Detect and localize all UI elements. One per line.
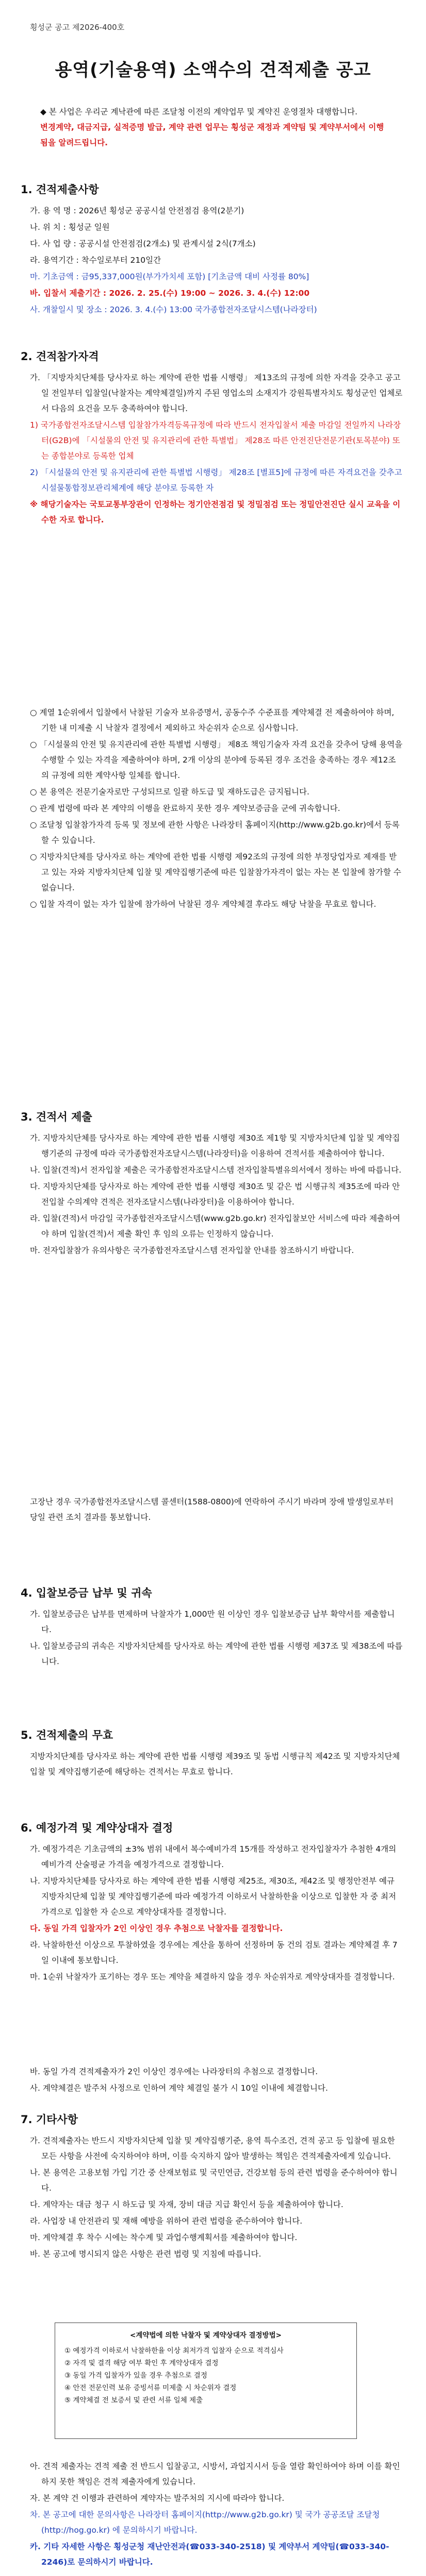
section-4-heading: 4. 입찰보증금 납부 및 귀속 bbox=[21, 1587, 152, 1599]
s4-item: 나. 입찰보증금의 귀속은 지방자치단체를 당사자로 하는 계약에 관한 법률 시행령 제37조 및 제38조에 따릅니다. bbox=[30, 1641, 403, 1666]
s2-item: 1) 국가종합전자조달시스템 입찰참가자격등록규정에 따라 반드시 전자입찰서 제출 마감일 전일까지 나라장터(G2B)에 「시설물의 안전 및 유지관리에 관한 특별법」 제28조 따른 안전진단전문기관(토목분야) 또는 종합분야로 등록한 업체 bbox=[30, 420, 401, 461]
s2-item: 2) 「시설물의 안전 및 유지관리에 관한 특별법 시행령」 제28조 [별표5]에 규정에 따른 자격요건을 갖추고 시설물통합정보관리체계에 해당 분야로 등록한 자 bbox=[30, 468, 402, 493]
s7b-item: 자. 본 계약 건 이행과 관련하여 계약자는 발주처의 지시에 따라야 합니다. bbox=[30, 2494, 285, 2503]
section-3-body bbox=[30, 1130, 403, 1259]
section-6-heading: 6. 예정가격 및 계약상대자 결정 bbox=[21, 1822, 173, 1834]
box-title: <계약법에 의한 낙찰자 및 계약상대자 결정방법> bbox=[130, 2331, 282, 2340]
s7b-item: 차. 본 공고에 대한 문의사항은 나라장터 홈페이지(http://www.g2b.go.kr) 및 국가 공공조달 조달청(http://hog.go.kr) 에 문의하시기 바랍니다. bbox=[30, 2510, 380, 2535]
s2-note: ○ 관계 법령에 따라 본 계약의 이행을 완료하지 못한 경우 계약보증금을 군에 귀속합니다. bbox=[30, 804, 340, 813]
section-5-body: 지방자치단체를 당사자로 하는 계약에 관한 법률 시행령 제39조 및 동법 시행규칙 제42조 및 지방자치단체 입찰 및 계약집행기준에 해당하는 견적서는 무효로 합니다. bbox=[30, 1752, 400, 1776]
s1-item: 나. 위 치 : 횡성군 일원 bbox=[30, 223, 110, 232]
s6-item: 나. 지방자치단체를 당사자로 하는 계약에 관한 법률 시행령 제25조, 제30조, 제42조 및 행정안전부 예규 지방자치단체 입찰 및 계약집행기준에 따라 예정가격 이하로서 낙찰하한율 이상으로 입찰한 자 중 최저가격으로 입찰한 자 순으로 계약상대자를 결정합니다. bbox=[30, 1876, 396, 1917]
s1-item: 바. 입찰서 제출기간 : 2026. 2. 25.(수) 19:00 ~ 2026. 3. 4.(수) 12:00 bbox=[30, 289, 310, 298]
s7-item: 라. 사업장 내 안전관리 및 재해 예방을 위하여 관련 법령을 준수하여야 합니다. bbox=[30, 2216, 303, 2226]
s1-item: 사. 개찰일시 및 장소 : 2026. 3. 4.(수) 13:00 국가종합전자조달시스템(나라장터) bbox=[30, 305, 317, 314]
s6-tail-item: 사. 계약체결은 발주처 사정으로 인하여 계약 체결일 불가 시 10일 이내에 체결합니다. bbox=[30, 2083, 328, 2093]
section-6-body bbox=[30, 1841, 403, 1986]
s7b-item: 카. 기타 자세한 사항은 횡성군청 재난안전과(☎033-340-2518) 및 계약부서 계약팀(☎033-340-2246)로 문의하시기 바랍니다. bbox=[30, 2542, 389, 2567]
page-title: 용역(기술용역) 소액수의 견적제출 공고 bbox=[55, 60, 371, 80]
section-6-tail bbox=[30, 2064, 403, 2097]
box-line: ③ 동일 가격 입찰자가 있을 경우 추첨으로 결정 bbox=[64, 2371, 207, 2380]
s2-note: ○ 계열 1순위에서 입찰에서 낙찰된 기술자 보유증명서, 공동수주 수준표를 계약체결 전 제출하여야 하며, 기한 내 미제출 시 낙찰자 결정에서 제외하고 차순위자 순으로 심사합니다. bbox=[30, 708, 395, 733]
s6-tail-item: 바. 동일 가격 견적제출자가 2인 이상인 경우에는 나라장터의 추첨으로 결정합니다. bbox=[30, 2067, 318, 2076]
intro-notice bbox=[40, 104, 387, 150]
section-4-body bbox=[30, 1606, 403, 1670]
box-line: ① 예정가격 이하로서 낙찰하한율 이상 최저가격 입찰자 순으로 적격심사 bbox=[64, 2347, 284, 2355]
s1-item: 라. 용역기간 : 착수일로부터 210일간 bbox=[30, 256, 161, 265]
s7-item: 나. 본 용역은 고용보험 가입 기간 중 산재보험료 및 국민연금, 건강보험 등의 관련 법령을 준수하여야 합니다. bbox=[30, 2168, 398, 2193]
section-2-heading: 2. 견적참가자격 bbox=[21, 350, 99, 363]
s7-item: 다. 계약자는 대금 청구 시 하도급 및 자재, 장비 대금 지급 확인서 등을 제출하여야 합니다. bbox=[30, 2200, 343, 2209]
s4-item: 가. 입찰보증금은 납부를 면제하며 낙찰자가 1,000만 원 이상인 경우 입찰보증금 납부 확약서를 제출합니다. bbox=[30, 1609, 395, 1634]
s7b-item: 아. 견적 제출자는 견적 제출 전 반드시 입찰공고, 시방서, 과업지시서 등을 열람 확인하여야 하며 이를 확인하지 못한 책임은 견적 제출자에게 있습니다. bbox=[30, 2462, 400, 2486]
s2-item: ※ 해당기술자는 국토교통부장관이 인정하는 정기안전점검 및 정밀점검 또는 정밀안전진단 실시 교육을 이수한 자로 합니다. bbox=[30, 500, 401, 524]
section-5-heading: 5. 견적제출의 무효 bbox=[21, 1729, 113, 1741]
s7-item: 마. 계약체결 후 착수 시에는 착수계 및 과업수행계획서를 제출하여야 합니다. bbox=[30, 2233, 298, 2242]
box-line: ② 자격 및 결격 해당 여부 확인 후 계약상대자 결정 bbox=[64, 2359, 219, 2367]
section-2-notes bbox=[30, 705, 403, 913]
s6-item: 가. 예정가격은 기초금액의 ±3% 범위 내에서 복수예비가격 15개를 작성하고 전자입찰자가 추첨한 4개의 예비가격 산술평균 가격을 예정가격으로 결정합니다. bbox=[30, 1844, 397, 1869]
s2-note: ○ 「시설물의 안전 및 유지관리에 관한 특별법 시행령」 제8조 책임기술자 자격 요건을 갖추어 당해 용역을 수행할 수 있는 자격을 제출하여야 하며, 2개 이상의 분야에 등록된 경우 조건을 충족하는 경우 제12조의 규정에 의한 계약사항 일체를 합니다. bbox=[30, 740, 403, 780]
s6-item: 라. 낙찰하한선 이상으로 투찰하였을 경우에는 계산을 통하여 선정하며 동 건의 검토 결과는 계약체결 후 7일 이내에 통보합니다. bbox=[30, 1940, 398, 1965]
s1-item: 마. 기초금액 : 금95,337,000원(부가가치세 포함) [기초금액 대비 사정률 80%] bbox=[30, 272, 309, 281]
section-3-contact: 고장난 경우 국가종합전자조달시스템 콜센터(1588-0800)에 연락하여 주시기 바라며 장애 발생일로부터 당일 관련 조치 결과를 통보합니다. bbox=[30, 1497, 394, 1522]
s3-item: 다. 지방자치단체를 당사자로 하는 계약에 관한 법률 시행령 제30조 및 같은 법 시행규칙 제35조에 따라 안전입찰 수의계약 견적은 전자조달시스템(나라장터)을 이용하여야 합니다. bbox=[30, 1182, 400, 1207]
selection-method-box bbox=[55, 2323, 357, 2439]
s3-item: 라. 입찰(견적)서 마감일 국가종합전자조달시스템(www.g2b.go.kr) 전자입찰보안 서비스에 따라 제출하여야 하며 입찰(견적)서 제출 확인 후 임의 오류는 인정하지 않습니다. bbox=[30, 1214, 400, 1239]
intro-line-2: 변경계약, 대금지급, 실적증명 발급, 계약 관련 업무는 횡성군 재정과 계약팀 및 계약부서에서 이행됨을 알려드립니다. bbox=[40, 123, 384, 147]
s3-item: 가. 지방자치단체를 당사자로 하는 계약에 관한 법률 시행령 제30조 제1항 및 지방자치단체 입찰 및 계약집행기준의 규정에 따라 국가종합전자조달시스템(나라장터)을 이용하여 견적서를 제출하여야 합니다. bbox=[30, 1133, 400, 1158]
section-7-additional bbox=[30, 2459, 403, 2571]
section-2-body bbox=[30, 370, 403, 529]
section-7-body bbox=[30, 2133, 403, 2263]
section-7-heading: 7. 기타사항 bbox=[21, 2113, 78, 2126]
s2-note: ○ 본 용역은 전문기술자로만 구성되므로 일괄 하도급 및 재하도급은 금지됩니다. bbox=[30, 787, 309, 796]
intro-line-1: ◆ 본 사업은 우리군 계낙관에 따른 조달청 이전의 계약업무 및 계약진 운영절차 대행합니다. bbox=[40, 107, 358, 116]
s6-item: 마. 1순위 낙찰자가 포기하는 경우 또는 계약을 체결하지 않을 경우 차순위자로 계약상대자를 결정합니다. bbox=[30, 1972, 395, 1981]
s1-item: 다. 사 업 량 : 공공시설 안전점검(2개소) 및 관계시설 2식(7개소) bbox=[30, 239, 256, 248]
s6-item: 다. 동일 가격 입찰자가 2인 이상인 경우 추첨으로 낙찰자를 결정합니다. bbox=[30, 1924, 283, 1933]
s2-note: ○ 입찰 자격이 없는 자가 입찰에 참가하여 낙찰된 경우 계약체결 후라도 해당 낙찰을 무효로 합니다. bbox=[30, 900, 376, 909]
box-line: ⑤ 계약체결 전 보증서 및 관련 서류 일체 제출 bbox=[64, 2396, 203, 2404]
notice-number: 횡성군 공고 제2026-400호 bbox=[30, 23, 125, 32]
s2-note: ○ 지방자치단체를 당사자로 하는 계약에 관한 법률 시행령 제92조의 규정에 의한 부정당업자로 제재를 받고 있는 자와 지방자치단체 입찰 및 계약집행기준에 따른 입찰참가자격이 없는 자는 본 입찰에 참가할 수 없습니다. bbox=[30, 852, 401, 892]
s2-note: ○ 조달청 입찰참가자격 등록 및 정보에 관한 사항은 나라장터 홈페이지(http://www.g2b.go.kr)에서 등록할 수 있습니다. bbox=[30, 820, 400, 845]
s3-item: 마. 전자입찰참가 유의사항은 국가종합전자조달시스템 전자입찰 안내를 참조하시기 바랍니다. bbox=[30, 1246, 354, 1255]
box-line: ④ 안전 전문인력 보유 증빙서류 미제출 시 차순위자 결정 bbox=[64, 2384, 237, 2392]
section-3-heading: 3. 견적서 제출 bbox=[21, 1111, 92, 1123]
s7-item: 가. 견적제출자는 반드시 지방자치단체 입찰 및 계약집행기준, 용역 특수조건, 견적 공고 등 입찰에 필요한 모든 사항을 사전에 숙지하여야 하며, 이를 숙지하지 않아 발생하는 책임은 견적제출자에게 있습니다. bbox=[30, 2136, 395, 2161]
s3-item: 나. 입찰(견적)서 전자입찰 제출은 국가종합전자조달시스템 전자입찰특별유의서에서 정하는 바에 따릅니다. bbox=[30, 1165, 402, 1175]
s7-item: 바. 본 공고에 명시되지 않은 사항은 관련 법령 및 지침에 따릅니다. bbox=[30, 2249, 261, 2259]
section-1-heading: 1. 견적제출사항 bbox=[21, 183, 99, 196]
s2-item: 가. 「지방자치단체를 당사자로 하는 계약에 관한 법률 시행령」 제13조의 규정에 의한 자격을 갖추고 공고일 전일부터 입찰일(낙찰자는 계약체결일)까지 주된 영업소의 소재지가 강원특별자치도 횡성군인 업체로서 다음의 요건을 모두 충족하여야 합니다. bbox=[30, 373, 403, 413]
s1-item: 가. 용 역 명 : 2026년 횡성군 공공시설 안전점검 용역(2분기) bbox=[30, 206, 244, 215]
section-1-body bbox=[30, 203, 403, 318]
